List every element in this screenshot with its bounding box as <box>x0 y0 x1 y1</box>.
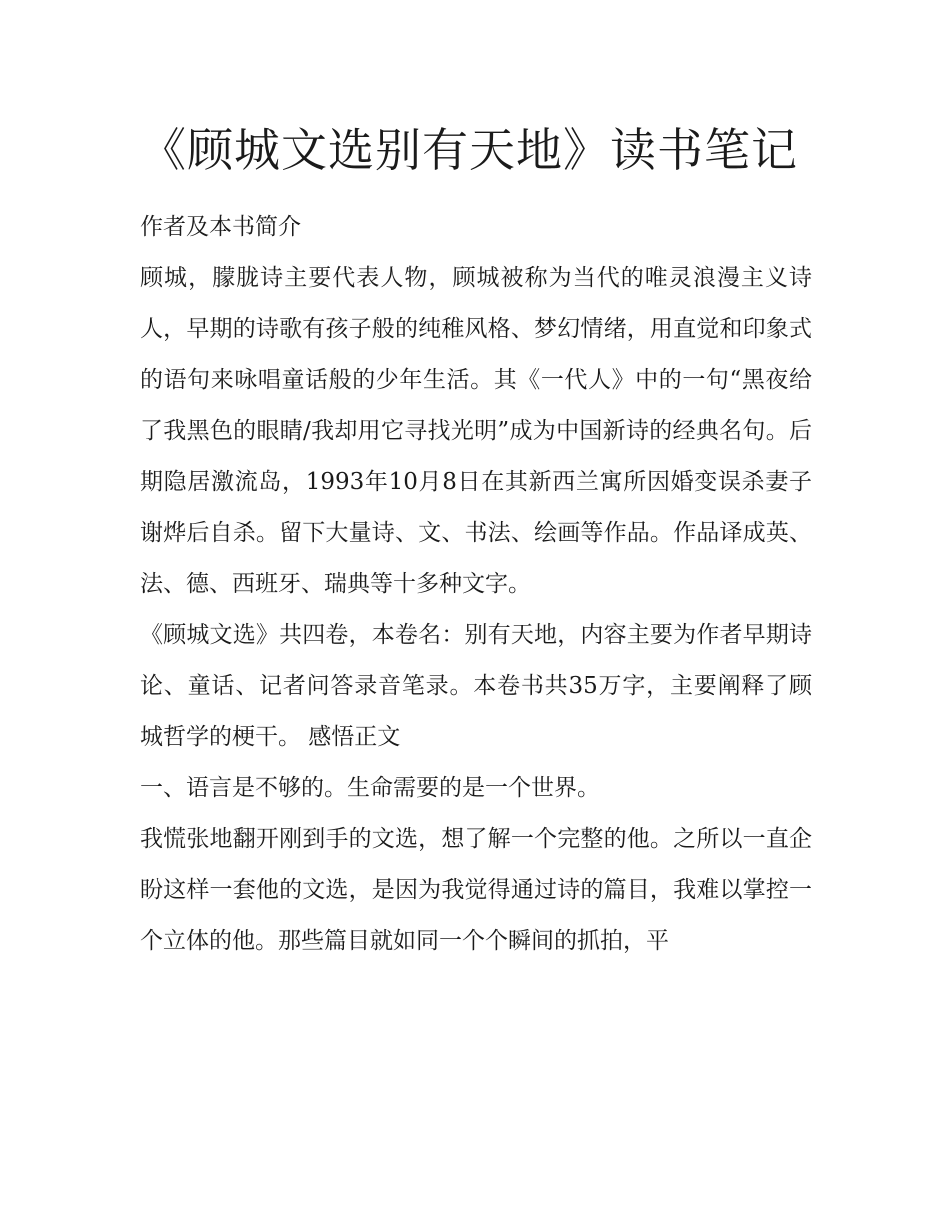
paragraph-reflection: 我慌张地翻开刚到手的文选，想了解一个完整的他。之所以一直企盼这样一套他的文选，是因为我觉得通过诗的篇目，我难以掌控一个立体的他。那些篇目就如同一个个瞬间的抓拍，平 <box>140 826 812 954</box>
document-title: 《顾城文选别有天地》读书笔记 <box>140 123 798 177</box>
document-page <box>140 112 812 967</box>
section-heading-intro: 作者及本书简介 <box>140 214 301 240</box>
section-heading-one: 一、语言是不够的。生命需要的是一个世界。 <box>140 775 600 801</box>
paragraph-book-intro: 《顾城文选》共四卷，本卷名：别有天地，内容主要为作者早期诗论、童话、记者问答录音笔录。本卷书共35万字，主要阐释了顾城哲学的梗干。 感悟正文 <box>140 622 812 750</box>
paragraph-author-bio: 顾城，朦胧诗主要代表人物，顾城被称为当代的唯灵浪漫主义诗人，早期的诗歌有孩子般的纯稚风格、梦幻情绪，用直觉和印象式的语句来咏唱童话般的少年生活。其《一代人》中的一句“黑夜给了我黑色的眼睛/我却用它寻找光明”成为中国新诗的经典名句。后期隐居激流岛，1993年10月8日在其新西兰寓所因婚变误杀妻子谢烨后自杀。留下大量诗、文、书法、绘画等作品。作品译成英、法、德、西班牙、瑞典等十多种文字。 <box>140 265 812 597</box>
